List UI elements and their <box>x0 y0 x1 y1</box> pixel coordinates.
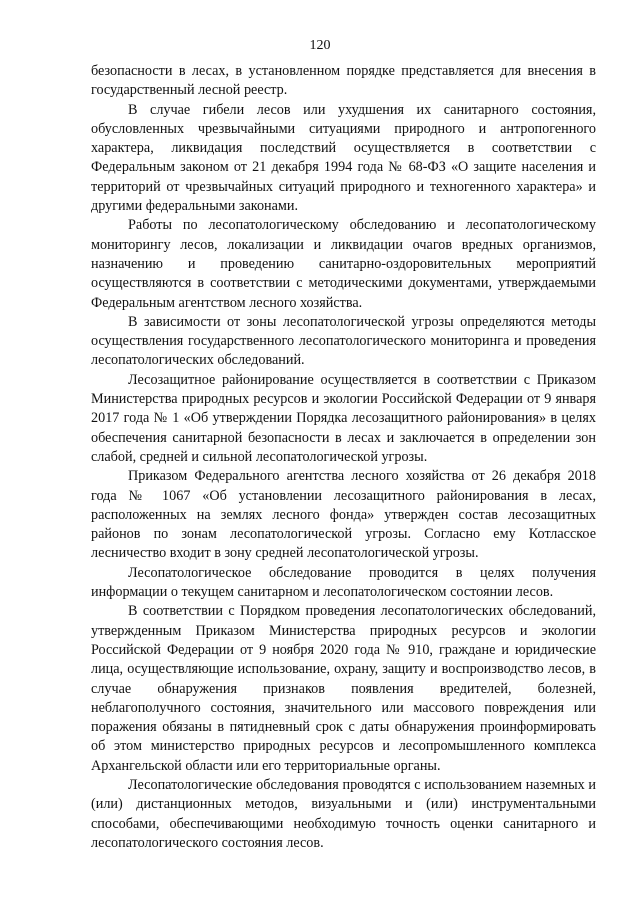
page-number: 120 <box>309 38 331 53</box>
paragraph: В случае гибели лесов или ухудшения их санитарного состояния, обусловленных чрезвычайными ситуациями природного и антропогенного характера, ликвидация последствий осуществляется в соответствии с Федеральным законом от 21 декабря 1994 года № 68-ФЗ «О защите населения и территорий от чрезвычайных ситуаций природного и техногенного характера» и другими федеральными законами. <box>91 101 596 215</box>
paragraph: Приказом Федерального агентства лесного хозяйства от 26 декабря 2018 года № 1067 «Об установлении лесозащитного районирования в лесах, расположенных на землях лесного фонда» утвержден состав лесозащитных районов по зонам лесопатологической угрозы. Согласно ему Котласское лесничество входит в зону средней лесопатологической угрозы. <box>91 468 596 562</box>
document-body <box>91 62 596 853</box>
paragraph: В соответствии с Порядком проведения лесопатологических обследований, утвержденным Приказом Министерства природных ресурсов и экологии Российской Федерации от 9 ноября 2020 года № 910, граждане и юридические лица, осуществляющие использование, охрану, защиту и воспроизводство лесов, в случае обнаружения признаков появления вредителей, болезней, неблагополучного состояния, значительного или массового повреждения или поражения обязаны в пятидневный срок с даты обнаружения проинформировать об этом министерство природных ресурсов и лесопромышленного комплекса Архангельской области или его территориальные органы. <box>91 603 596 774</box>
paragraph: Лесопатологические обследования проводятся с использованием наземных и (или) дистанционных методов, визуальными и (или) инструментальными способами, обеспечивающими необходимую точность оценки санитарного и лесопатологического состояния лесов. <box>91 776 596 851</box>
paragraph: Работы по лесопатологическому обследованию и лесопатологическому мониторингу лесов, локализации и ликвидации очагов вредных организмов, назначению и проведению санитарно-оздоровительных мероприятий осуществляются в соответствии с методическими документами, утверждаемыми Федеральным агентством лесного хозяйства. <box>91 217 596 311</box>
paragraph: В зависимости от зоны лесопатологической угрозы определяются методы осуществления государственного лесопатологического мониторинга и проведения лесопатологических обследований. <box>91 313 596 369</box>
paragraph: Лесопатологическое обследование проводится в целях получения информации о текущем санитарном и лесопатологическом состоянии лесов. <box>91 564 596 601</box>
paragraph-continuation: безопасности в лесах, в установленном порядке представляется для внесения в государственный лесной реестр. <box>91 63 596 99</box>
paragraph: Лесозащитное районирование осуществляется в соответствии с Приказом Министерства природных ресурсов и экологии Российской Федерации от 9 января 2017 года № 1 «Об утверждении Порядка лесозащитного районирования» в целях обеспечения санитарной безопасности в лесах и заключается в определении зон слабой, средней и сильной лесопатологической угрозы. <box>91 371 596 465</box>
